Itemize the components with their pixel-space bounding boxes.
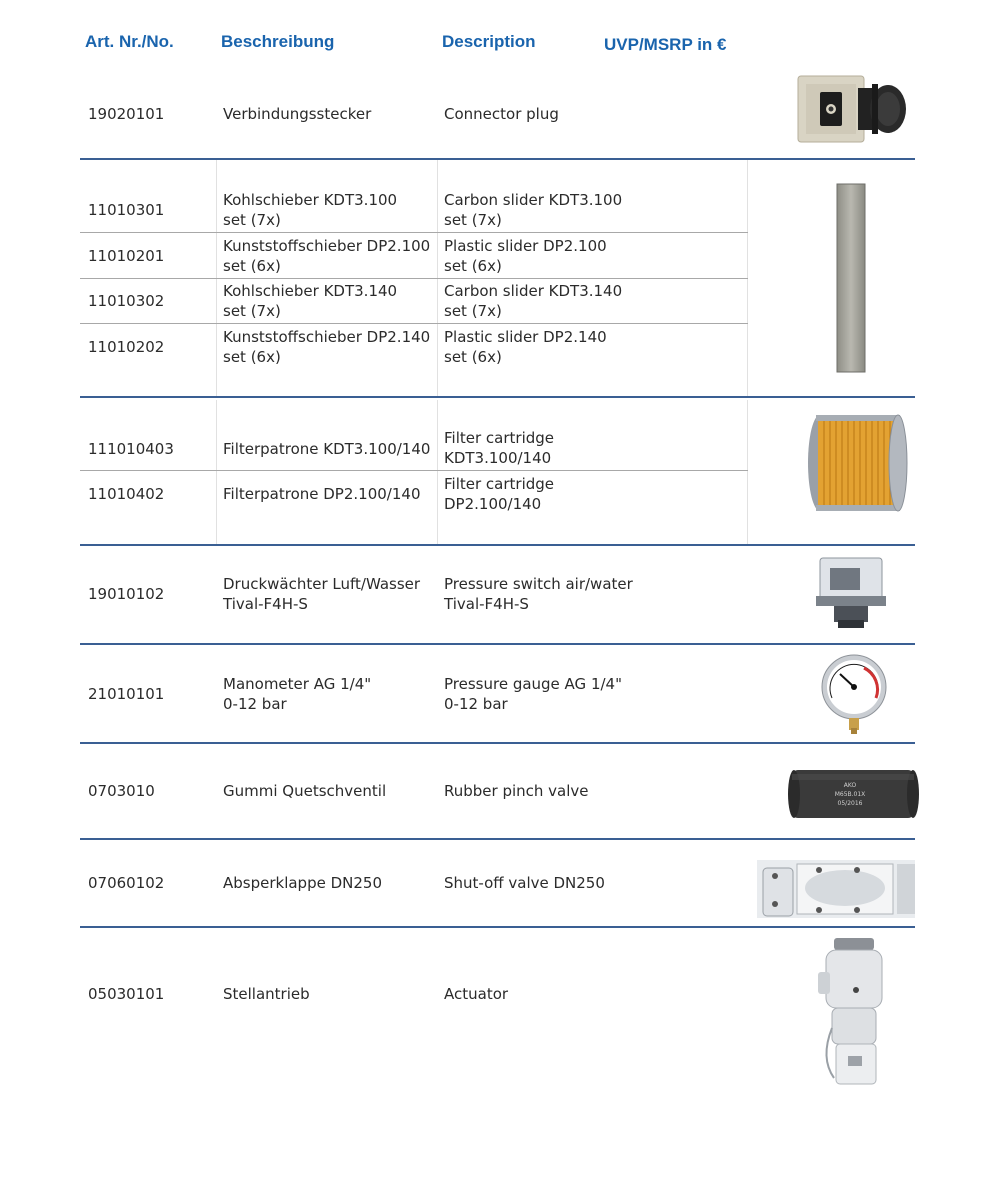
description-en-line1: Connector plug <box>444 105 559 123</box>
pinch-valve-marking: AKO <box>843 782 857 789</box>
filter-cartridge-image <box>806 413 910 513</box>
article-number: 11010201 <box>88 247 165 265</box>
description-en <box>444 281 622 321</box>
header-description: Description <box>442 32 536 51</box>
article-number: 11010202 <box>88 338 165 356</box>
description-de-line1: Stellantrieb <box>223 985 310 1003</box>
description-de-line2: set (6x) <box>223 348 281 366</box>
description-de <box>223 574 420 614</box>
row-divider <box>80 470 748 471</box>
description-en-line2: KDT3.100/140 <box>444 449 552 467</box>
description-de <box>223 190 397 230</box>
actuator-image <box>812 938 892 1088</box>
description-de-line2: set (7x) <box>223 302 281 320</box>
pinch-valve-marking: M65B.01X <box>834 791 866 798</box>
column-divider <box>437 160 438 398</box>
article-number: 05030101 <box>88 985 165 1003</box>
description-en-line2: 0-12 bar <box>444 695 508 713</box>
article-number: 07060102 <box>88 874 165 892</box>
column-divider <box>747 400 748 545</box>
description-en-line2: set (7x) <box>444 302 502 320</box>
shut-off-valve-image <box>757 860 915 918</box>
group-divider <box>80 158 915 160</box>
description-en <box>444 574 633 614</box>
description-de-line1: Druckwächter Luft/Wasser <box>223 575 421 593</box>
article-number: 11010402 <box>88 485 165 503</box>
header-art-no: Art. Nr./No. <box>85 32 174 51</box>
description-de-line1: Kohlschieber KDT3.140 <box>223 282 398 300</box>
description-de <box>223 781 386 801</box>
description-de-line1: Kunststoffschieber DP2.140 <box>223 328 431 346</box>
article-number: 11010302 <box>88 292 165 310</box>
group-divider <box>80 742 915 744</box>
description-en-line1: Pressure gauge AG 1/4" <box>444 675 622 693</box>
group-divider <box>80 643 915 645</box>
description-en <box>444 781 589 801</box>
group-divider <box>80 396 915 398</box>
description-de-line2: 0-12 bar <box>223 695 287 713</box>
pressure-gauge-image <box>820 654 890 736</box>
description-de-line2: set (6x) <box>223 257 281 275</box>
description-en <box>444 873 605 893</box>
description-en-line1: Rubber pinch valve <box>444 782 589 800</box>
description-de <box>223 236 430 276</box>
row-divider <box>80 232 748 233</box>
description-de-line1: Filterpatrone KDT3.100/140 <box>223 440 431 458</box>
article-number: 19010102 <box>88 585 165 603</box>
description-de <box>223 281 397 321</box>
description-en-line1: Filter cartridge <box>444 429 555 447</box>
description-en <box>444 190 622 230</box>
column-divider <box>216 160 217 398</box>
description-de <box>223 873 382 893</box>
description-en <box>444 327 607 367</box>
description-de-line1: Manometer AG 1/4" <box>223 675 372 693</box>
header-price: UVP/MSRP in € <box>604 35 727 54</box>
header-beschreibung: Beschreibung <box>221 32 335 51</box>
article-number: 11010301 <box>88 201 165 219</box>
group-divider <box>80 926 915 928</box>
description-de-line2: set (7x) <box>223 211 281 229</box>
description-de <box>223 674 371 714</box>
description-en-line1: Filter cartridge <box>444 475 555 493</box>
description-en <box>444 236 607 276</box>
description-de-line2: Tival-F4H-S <box>223 595 308 613</box>
description-en-line1: Carbon slider KDT3.140 <box>444 282 623 300</box>
description-de <box>223 484 420 504</box>
description-de <box>223 327 430 367</box>
description-en-line1: Plastic slider DP2.100 <box>444 237 607 255</box>
description-de-line1: Gummi Quetschventil <box>223 782 387 800</box>
description-de <box>223 104 371 124</box>
rubber-pinch-valve-image <box>786 766 920 822</box>
column-divider <box>216 400 217 545</box>
column-divider <box>747 160 748 398</box>
description-en-line2: set (6x) <box>444 348 502 366</box>
pinch-valve-marking: 05/2016 <box>837 800 863 807</box>
group-divider <box>80 838 915 840</box>
row-divider <box>80 278 748 279</box>
description-de <box>223 984 310 1004</box>
description-en <box>444 428 554 468</box>
description-de-line1: Kohlschieber KDT3.100 <box>223 191 398 209</box>
description-de-line1: Absperklappe DN250 <box>223 874 383 892</box>
description-en <box>444 674 622 714</box>
description-de-line1: Kunststoffschieber DP2.100 <box>223 237 431 255</box>
description-en-line1: Carbon slider KDT3.100 <box>444 191 623 209</box>
description-en-line1: Actuator <box>444 985 509 1003</box>
column-divider <box>437 400 438 545</box>
description-en-line2: set (7x) <box>444 211 502 229</box>
description-en <box>444 104 559 124</box>
description-de-line1: Verbindungsstecker <box>223 105 372 123</box>
description-en <box>444 984 508 1004</box>
article-number: 0703010 <box>88 782 155 800</box>
description-en-line1: Plastic slider DP2.140 <box>444 328 607 346</box>
description-en-line2: set (6x) <box>444 257 502 275</box>
description-en-line1: Shut-off valve DN250 <box>444 874 605 892</box>
pressure-switch-image <box>814 556 888 630</box>
group-divider <box>80 544 915 546</box>
description-en-line2: DP2.100/140 <box>444 495 542 513</box>
connector-plug-image <box>796 74 910 146</box>
description-en-line1: Pressure switch air/water <box>444 575 633 593</box>
description-de-line1: Filterpatrone DP2.100/140 <box>223 485 421 503</box>
slider-image <box>836 183 868 373</box>
description-en-line2: Tival-F4H-S <box>444 595 529 613</box>
article-number: 19020101 <box>88 105 165 123</box>
article-number: 111010403 <box>88 440 174 458</box>
article-number: 21010101 <box>88 685 165 703</box>
row-divider <box>80 323 748 324</box>
description-de <box>223 439 430 459</box>
description-en <box>444 474 554 514</box>
